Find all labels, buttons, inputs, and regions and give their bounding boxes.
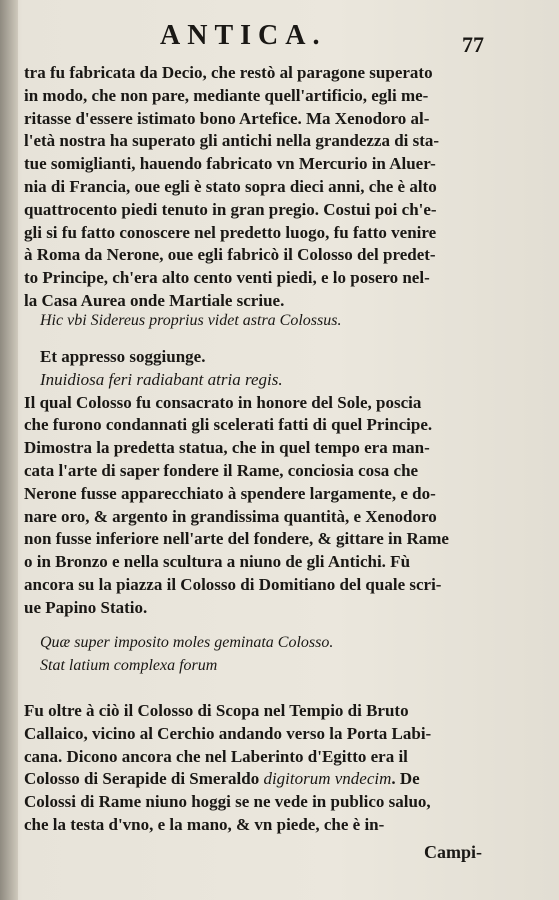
text-line: quattrocento piedi tenuto in gran pregio. Costui poi ch'e- bbox=[24, 199, 437, 219]
text-line: la Casa Aurea onde Martiale scriue. bbox=[24, 290, 285, 310]
text-line: l'età nostra ha superato gli antichi nella grandezza di sta- bbox=[24, 131, 440, 151]
verse-line: Hic vbi Sidereus proprius videt astra Colossus. bbox=[40, 312, 342, 329]
text-line: tra fu fabricata da Decio, che restò al paragone superato bbox=[24, 63, 433, 82]
text-line bbox=[24, 768, 524, 791]
text-line: in modo, che non pare, mediante quell'artificio, egli me- bbox=[24, 85, 429, 105]
text-line: Fu oltre à ciò il Colosso di Scopa nel Tempio di Bruto bbox=[24, 701, 409, 720]
page-gutter-shadow bbox=[0, 0, 18, 900]
verse-line: Quæ super imposito moles geminata Colosso. bbox=[40, 634, 334, 651]
text-line: che furono condannati gli scelerati fatti di quel Principe. bbox=[24, 415, 433, 435]
text-line: Nerone fusse apparecchiato à spendere largamente, e do- bbox=[24, 483, 436, 503]
text-line: Callaico, vicino al Cerchio andando verso la Porta Labi- bbox=[24, 723, 432, 743]
paragraph-3 bbox=[24, 700, 524, 837]
text-line: Colossi di Rame niuno hoggi se ne vede in publico saluo, bbox=[24, 792, 431, 812]
text-span: Colosso di Serapide di Smeraldo bbox=[24, 769, 260, 789]
page-number: 77 bbox=[462, 32, 484, 57]
text-line: Et appresso soggiunge. bbox=[40, 347, 206, 366]
text-line: non fusse inferiore nell'arte del fondere, & gittare in Rame bbox=[24, 529, 449, 549]
verse-quote-1 bbox=[40, 310, 341, 333]
italic-phrase: digitorum vndecim bbox=[263, 769, 392, 789]
running-title: ANTICA. bbox=[160, 20, 327, 51]
paragraph-2 bbox=[24, 346, 524, 620]
paragraph-1 bbox=[24, 62, 524, 313]
text-line: cata l'arte di saper fondere il Rame, conciosia cosa che bbox=[24, 460, 419, 480]
text-line: nare oro, & argento in grandissima quantità, e Xenodoro bbox=[24, 506, 437, 526]
verse-quote-2 bbox=[40, 632, 333, 678]
verse-line: Stat latium complexa forum bbox=[40, 656, 218, 674]
text-line: ancora su la piazza il Colosso di Domitiano del quale scri- bbox=[24, 574, 442, 594]
text-line: à Roma da Nerone, oue egli fabricò il Colosso del predet- bbox=[24, 245, 436, 265]
text-line: Il qual Colosso fu consacrato in honore del Sole, poscia bbox=[24, 392, 422, 412]
text-line: cana. Dicono ancora che nel Laberinto d'Egitto era il bbox=[24, 746, 408, 766]
catchword: Campi- bbox=[424, 842, 482, 862]
verse-line: Inuidiosa feri radiabant atria regis. bbox=[40, 369, 283, 389]
text-line: o in Bronzo e nella scultura a niuno de gli Antichi. Fù bbox=[24, 552, 411, 572]
text-span: . De bbox=[391, 769, 420, 789]
text-line: ue Papino Statio. bbox=[24, 597, 148, 617]
text-line: tue somiglianti, hauendo fabricato vn Mercurio in Aluer- bbox=[24, 154, 436, 174]
text-line: che la testa d'vno, e la mano, & vn piede, che è in- bbox=[24, 814, 385, 834]
text-line: nia di Francia, oue egli è stato sopra dieci anni, che è alto bbox=[24, 176, 437, 196]
text-line: to Principe, ch'era alto cento venti piedi, e lo posero nel- bbox=[24, 268, 430, 288]
text-line: Dimostra la predetta statua, che in quel tempo era man- bbox=[24, 438, 430, 458]
text-line: gli si fu fatto conoscere nel predetto luogo, fu fatto venire bbox=[24, 222, 437, 242]
text-line: ritasse d'essere istimato bono Artefice. Ma Xenodoro al- bbox=[24, 108, 430, 128]
